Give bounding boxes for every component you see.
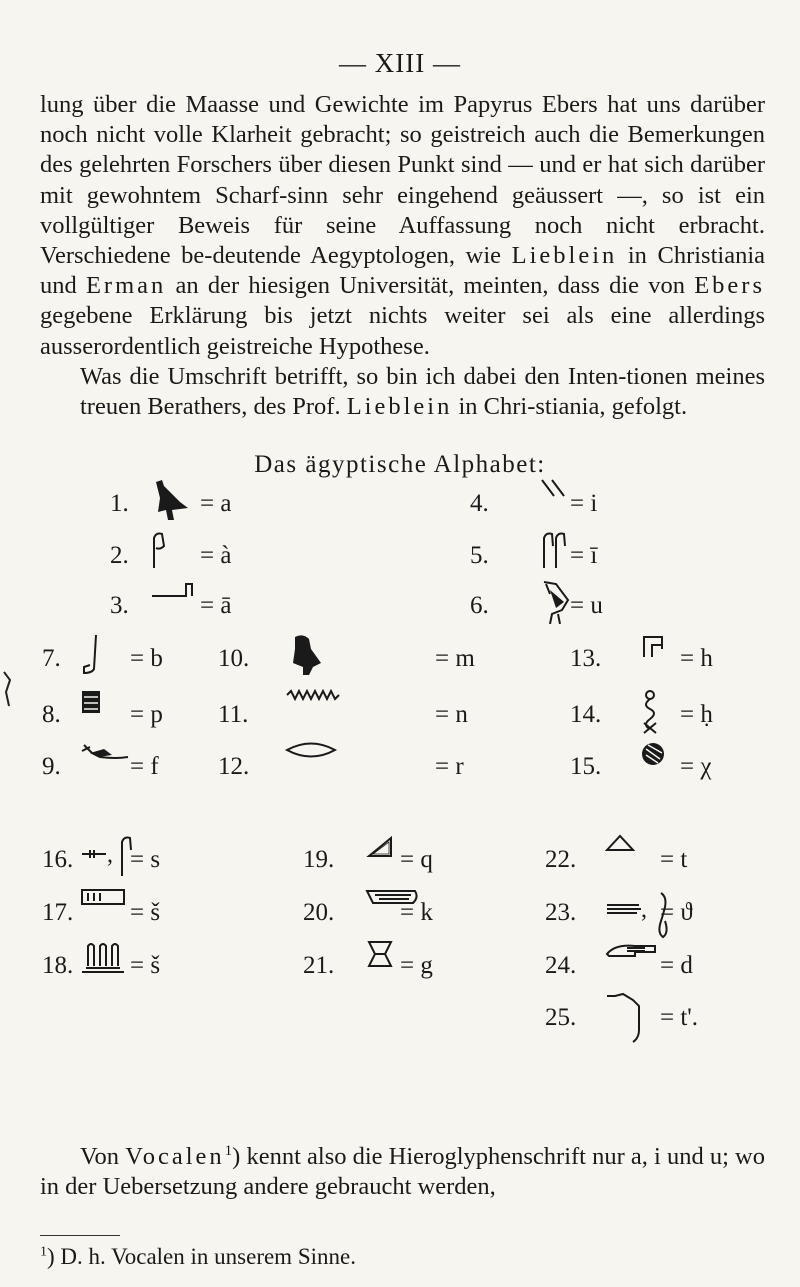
alphabet-number: 7.	[42, 645, 61, 672]
alphabet-number: 22.	[545, 846, 577, 873]
footnote-separator	[40, 1235, 120, 1236]
name-ebers: Ebers	[694, 272, 765, 300]
alphabet-value: = r	[435, 753, 464, 780]
name-erman: Erman	[85, 272, 167, 300]
alphabet-value: = f	[130, 753, 159, 780]
bread-loaf-icon	[605, 834, 635, 852]
paragraph-1-text: lung über die Maasse und Gewichte im Papyrus Ebers hat uns darüber noch nicht volle Klarheit gebracht; so geistreich auch die Bemerkungen des gelehrten Forschers über diesen Punkt sind — und er hat sich darüber mit gewohntem Scharf-sinn sehr eingehend geäussert —, so ist ein vollgültiger Beweis für seine Auffassung noch nicht erbracht. Verschiedene be-deutende Aegyptologen, wie	[40, 91, 765, 270]
alphabet-number: 3.	[110, 592, 129, 619]
alphabet-value: = n	[435, 701, 468, 728]
paragraph-2	[40, 362, 765, 422]
stool-icon	[80, 689, 102, 715]
placenta-icon	[640, 741, 666, 767]
page-header: — XIII —	[339, 48, 461, 78]
double-reed-icon	[540, 530, 570, 570]
leg-icon	[80, 633, 106, 675]
footnote-mark: 1	[40, 1244, 47, 1260]
paragraph-1-text-b: in Christiania und	[40, 242, 766, 300]
paragraph-2-text-b: in Chri-stiania, gefolgt.	[458, 393, 688, 421]
vulture-icon	[150, 478, 190, 522]
svg-text:,: ,	[641, 897, 647, 923]
svg-text:,: ,	[107, 842, 113, 868]
footnote-text: ) D. h. Vocalen in unserem Sinne.	[47, 1244, 356, 1269]
alphabet-number: 8.	[42, 701, 61, 728]
paragraph-3-text: ) kennt also die Hieroglyphenschrift nur a, i und u; wo in der Uebersetzung andere gebraucht werden,	[40, 1143, 765, 1201]
alphabet-value: = b	[130, 645, 163, 672]
alphabet-number: 20.	[303, 899, 335, 926]
alphabet-value: = ϑ	[660, 899, 693, 926]
paragraph-1-text-d: gegebene Erklärung bis jetzt nichts weiter sei als eine allerdings ausserordentlich geistreiche Hypothese.	[40, 302, 765, 360]
alphabet-number: 10.	[218, 645, 250, 672]
name-lieblein: Lieblein	[511, 242, 618, 270]
alphabet-number: 24.	[545, 952, 577, 979]
alphabet-value: = u	[570, 592, 603, 619]
hill-slope-icon	[365, 834, 405, 858]
jar-stand-icon	[365, 940, 395, 968]
cobra-icon	[605, 992, 651, 1044]
footnote	[40, 1244, 356, 1270]
alphabet-value: = q	[400, 846, 433, 873]
name-lieblein-2: Lieblein	[346, 393, 453, 421]
alphabet-number: 4.	[470, 490, 489, 517]
alphabet-number: 23.	[545, 899, 577, 926]
alphabet-value: = χ	[680, 753, 712, 780]
water-ripple-icon	[285, 689, 341, 701]
alphabet-number: 1.	[110, 490, 129, 517]
mouth-icon	[285, 741, 337, 759]
alphabet-number: 17.	[42, 899, 74, 926]
alphabet-number: 11.	[218, 701, 249, 728]
alphabet-number: 2.	[110, 542, 129, 569]
alphabet-number: 18.	[42, 952, 74, 979]
twisted-flax-icon	[640, 689, 660, 735]
alphabet-number: 14.	[570, 701, 602, 728]
alphabet-value: = š	[130, 899, 161, 926]
alphabet-number: 16.	[42, 846, 74, 873]
paragraph-3-pre: Von	[80, 1143, 120, 1171]
alphabet-value: = à	[200, 542, 232, 569]
double-stroke-icon	[540, 478, 570, 498]
page-edge-mark	[0, 670, 14, 715]
alphabet-value: = g	[400, 952, 433, 979]
alphabet-number: 6.	[470, 592, 489, 619]
alphabet-value: = t	[660, 846, 688, 873]
alphabet-value: = t'.	[660, 1004, 699, 1031]
forearm-icon	[150, 580, 196, 600]
alphabet-value: = ī	[570, 542, 598, 569]
alphabet-value: = ḥ	[680, 701, 713, 728]
alphabet-value: = s	[130, 846, 161, 873]
reed-shelter-icon	[640, 633, 666, 659]
alphabet-number: 12.	[218, 753, 250, 780]
paragraph-1	[40, 90, 765, 362]
alphabet-number: 25.	[545, 1004, 577, 1031]
paragraph-1-text-c: an der hiesigen Universität, meinten, dass die von	[175, 272, 685, 300]
alphabet-number: 15.	[570, 753, 602, 780]
alphabet-value: = p	[130, 701, 163, 728]
alphabet-number: 5.	[470, 542, 489, 569]
garden-pool-icon	[80, 940, 126, 974]
owl-icon	[285, 633, 325, 677]
paragraph-3	[40, 1136, 765, 1203]
alphabet-value: = ā	[200, 592, 232, 619]
pool-icon	[80, 887, 126, 907]
alphabet-caption: Das ägyptische Alphabet:	[254, 451, 546, 478]
alphabet-value: = a	[200, 490, 232, 517]
alphabet-value: = h	[680, 645, 713, 672]
reed-leaf-icon	[150, 530, 168, 570]
alphabet-value: = i	[570, 490, 598, 517]
footnote-ref: 1	[224, 1143, 233, 1159]
alphabet-value: = k	[400, 899, 433, 926]
alphabet-number: 9.	[42, 753, 61, 780]
alphabet-value: = m	[435, 645, 475, 672]
alphabet-value: = š	[130, 952, 161, 979]
hand-icon	[605, 940, 659, 960]
alphabet-number: 21.	[303, 952, 335, 979]
alphabet-number: 13.	[570, 645, 602, 672]
word-vocalen: Vocalen	[125, 1143, 225, 1171]
alphabet-number: 19.	[303, 846, 335, 873]
alphabet-value: = d	[660, 952, 693, 979]
paragraph-2-text: Was die Umschrift betrifft, so bin ich dabei den Inten-tionen meines treuen Berathers, des Prof.	[80, 363, 765, 421]
horned-viper-icon	[80, 741, 130, 761]
